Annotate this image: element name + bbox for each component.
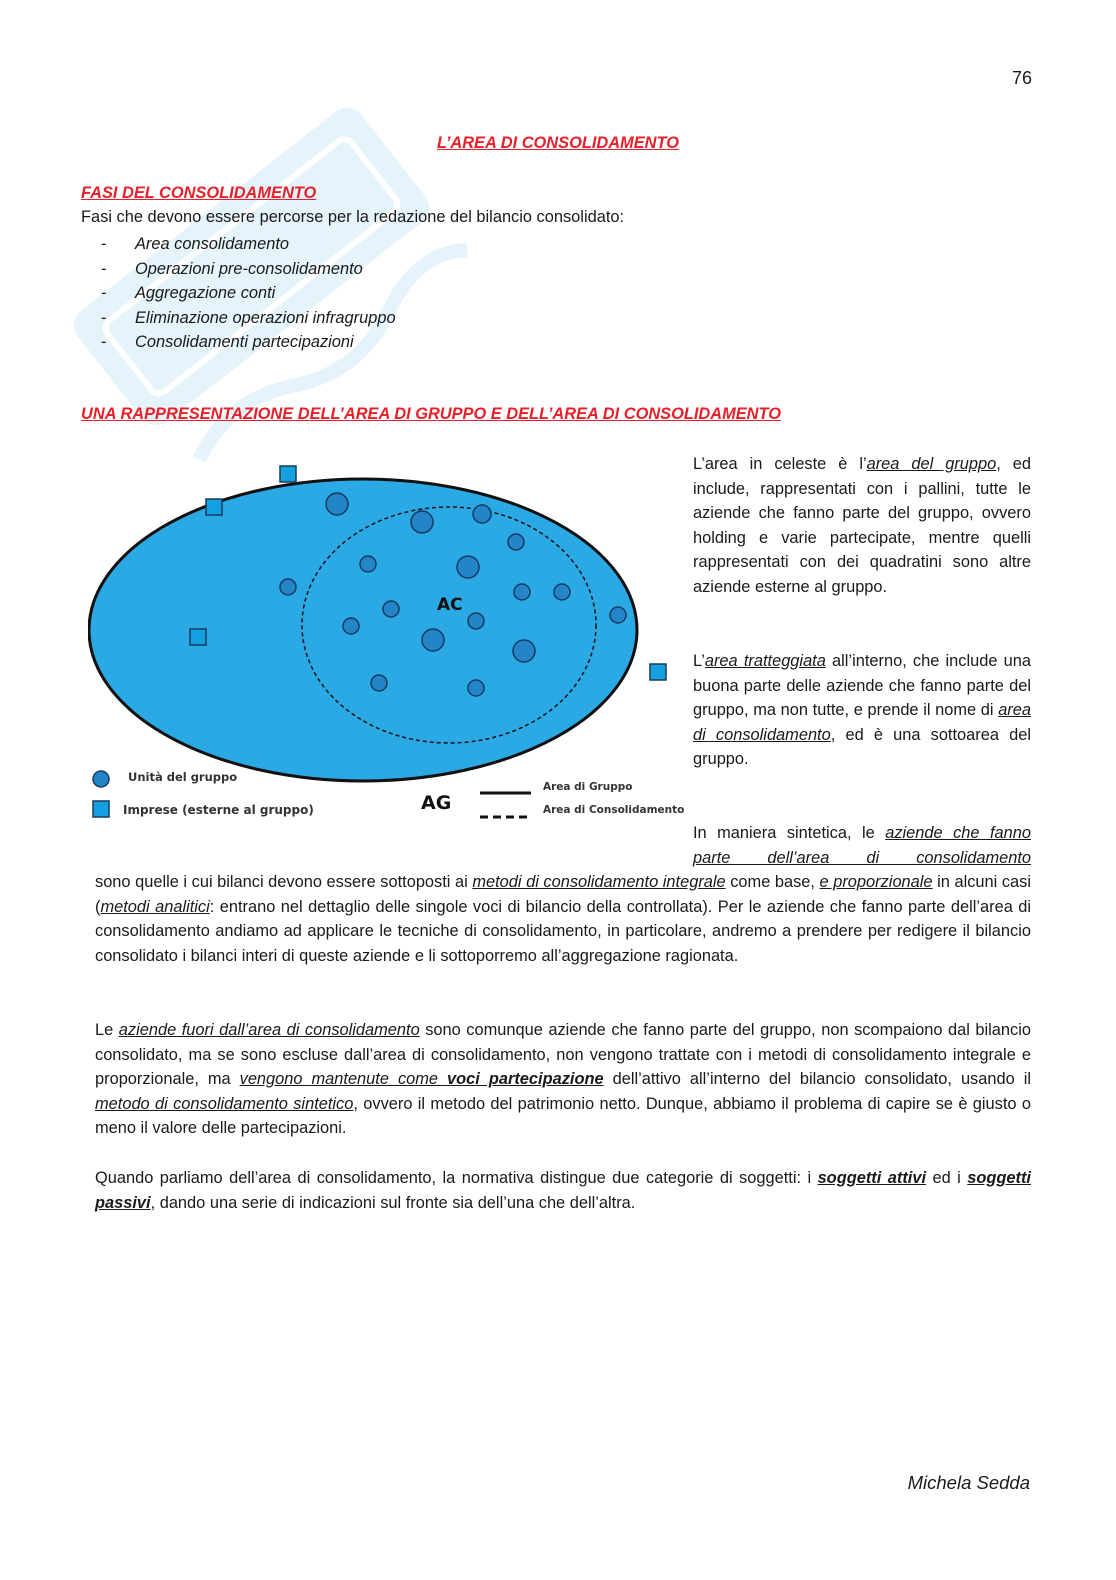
fasi-list xyxy=(101,232,396,355)
text-run: : entrano nel dettaglio delle singole voci di bilancio della controllata). Per le aziende che fanno parte dell’area di consolidamento andiamo ad applicare le tecniche di consolidamento, in particolare, andremo a prendere per redigere il bilancio consolidato i bilanci interi di queste aziende e li sottoporremo all’aggregazione ragionata. xyxy=(95,897,1031,965)
list-item-label: Consolidamenti partecipazioni xyxy=(135,333,354,352)
text-run: all’interno, che include una buona parte delle aziende che fanno parte del gruppo, ma non tutte, e prende il nome di xyxy=(693,652,1031,720)
group-unit-dot xyxy=(371,675,387,691)
external-company-square xyxy=(190,629,206,645)
list-dash: - xyxy=(101,284,107,303)
term-proporzionale: e proporzionale xyxy=(819,873,933,891)
side-paragraph-3 xyxy=(693,821,1031,870)
consolidation-diagram xyxy=(88,455,684,835)
section-heading-fasi: FASI DEL CONSOLIDAMENTO xyxy=(81,184,317,202)
term-soggetti-passivi: soggetti passivi xyxy=(95,1169,1031,1212)
external-company-square xyxy=(650,664,666,680)
group-unit-dot xyxy=(280,579,296,595)
side-paragraph-2 xyxy=(693,649,1031,772)
group-unit-dot xyxy=(554,584,570,600)
legend-external-square xyxy=(93,801,109,817)
legend-area-gruppo-label: Area di Gruppo xyxy=(543,781,633,793)
list-item xyxy=(101,281,396,306)
footer-author: Michela Sedda xyxy=(907,1472,1030,1493)
group-unit-dot xyxy=(508,534,524,550)
list-item xyxy=(101,232,396,257)
body-paragraph-2 xyxy=(95,1018,1031,1141)
external-company-square xyxy=(206,499,222,515)
list-item-label: Area consolidamento xyxy=(135,235,289,253)
label-ac: AC xyxy=(437,595,463,615)
term-consolidamento-integrale: metodi di consolidamento integrale xyxy=(472,873,726,891)
text-run: , ed è una sottoarea del gruppo. xyxy=(693,725,1031,769)
term-aziende-fuori-area: aziende fuori dall’area di consolidamento xyxy=(118,1021,420,1039)
legend-external-label: Imprese (esterne al gruppo) xyxy=(123,803,314,817)
term-aziende-area: aziende che fanno parte dell’area di consolidamento xyxy=(693,824,1031,867)
text-run: come base, xyxy=(725,873,820,891)
list-item xyxy=(101,306,396,331)
list-item xyxy=(101,257,396,282)
text-run: , ovvero il metodo del patrimonio netto. Dunque, abbiamo il problema di capire se è giusto o meno il valore delle partecipazioni. xyxy=(95,1094,1031,1138)
fasi-intro: Fasi che devono essere percorse per la redazione del bilancio consolidato: xyxy=(81,208,625,226)
side-paragraph-1 xyxy=(693,452,1031,600)
text-run: Quando parliamo dell’area di consolidamento, la normativa distingue due categorie di soggetti: i xyxy=(95,1169,818,1187)
legend-unit-dot xyxy=(93,771,109,787)
term-metodi-analitici: metodi analitici xyxy=(100,897,210,916)
group-unit-dot xyxy=(457,556,479,578)
group-unit-dot xyxy=(513,640,535,662)
text-run: L’area in celeste è l’ xyxy=(693,455,867,473)
list-item-label: Operazioni pre-consolidamento xyxy=(135,259,363,278)
page-number: 76 xyxy=(1011,68,1032,88)
list-item-label: Eliminazione operazioni infragruppo xyxy=(135,308,396,327)
text-run: ed i xyxy=(926,1169,968,1187)
list-item-label: Aggregazione conti xyxy=(135,284,276,303)
external-company-square xyxy=(280,466,296,482)
body-paragraph-3 xyxy=(95,1166,1031,1215)
text-run: , ed include, rappresentati con i pallini, tutte le aziende che fanno parte del gruppo, ovvero holding e varie partecipate, mentre quelli rappresentati con dei quadratini sono altre aziende esterne al gruppo. xyxy=(693,455,1031,596)
list-dash: - xyxy=(101,259,107,278)
body-paragraph-1 xyxy=(95,870,1031,968)
legend-unit-label: Unità del gruppo xyxy=(128,770,238,784)
term-area-consolidamento: area di consolidamento xyxy=(693,701,1031,744)
group-unit-dot xyxy=(343,618,359,634)
page-title: L’AREA DI CONSOLIDAMENTO xyxy=(437,134,679,152)
text-run: in alcuni casi ( xyxy=(95,873,1031,916)
group-unit-dot xyxy=(468,680,484,696)
term-voci-partecipazione: voci partecipazione xyxy=(447,1070,604,1089)
group-unit-dot xyxy=(326,493,348,515)
list-dash: - xyxy=(101,308,107,327)
text-run: dell’attivo all’interno del bilancio consolidato, usando il xyxy=(603,1070,1031,1089)
list-item xyxy=(101,330,396,355)
term-area-gruppo: area del gruppo xyxy=(866,455,997,473)
text-run: , dando una serie di indicazioni sul fronte sia dell’una che dell’altra. xyxy=(150,1193,636,1212)
group-unit-dot xyxy=(468,613,484,629)
group-unit-dot xyxy=(610,607,626,623)
text-run: In maniera sintetica, le xyxy=(693,824,886,842)
group-unit-dot xyxy=(514,584,530,600)
list-dash: - xyxy=(101,333,107,352)
legend-area-consolidamento-label: Area di Consolidamento xyxy=(543,804,684,816)
text-run: Le xyxy=(95,1021,119,1039)
group-unit-dot xyxy=(411,511,433,533)
group-unit-dot xyxy=(383,601,399,617)
area-gruppo-ellipse xyxy=(89,479,637,781)
section-heading-rappresentazione: UNA RAPPRESENTAZIONE DELL’AREA DI GRUPPO E DELL’AREA DI CONSOLIDAMENTO xyxy=(81,405,781,423)
group-unit-dot xyxy=(422,629,444,651)
text-run: L’ xyxy=(693,652,705,670)
term-soggetti-attivi: soggetti attivi xyxy=(817,1169,927,1187)
term-consolidamento-sintetico: metodo di consolidamento sintetico xyxy=(95,1094,354,1113)
text-run: sono comunque aziende che fanno parte del gruppo, non scompaiono dal bilancio consolidato, ma se sono escluse dall’area di consolidamento, non vengono trattate con i metodi di consolidamento integrale e proporzionale, ma xyxy=(95,1021,1031,1089)
group-unit-dot xyxy=(473,505,491,523)
group-unit-dot xyxy=(360,556,376,572)
text-run: sono quelle i cui bilanci devono essere sottoposti ai xyxy=(95,873,473,891)
term-area-tratteggiata: area tratteggiata xyxy=(704,652,826,670)
list-dash: - xyxy=(101,235,107,253)
term-mantenute: vengono mantenute come xyxy=(239,1070,448,1089)
label-ag: AG xyxy=(421,792,452,814)
